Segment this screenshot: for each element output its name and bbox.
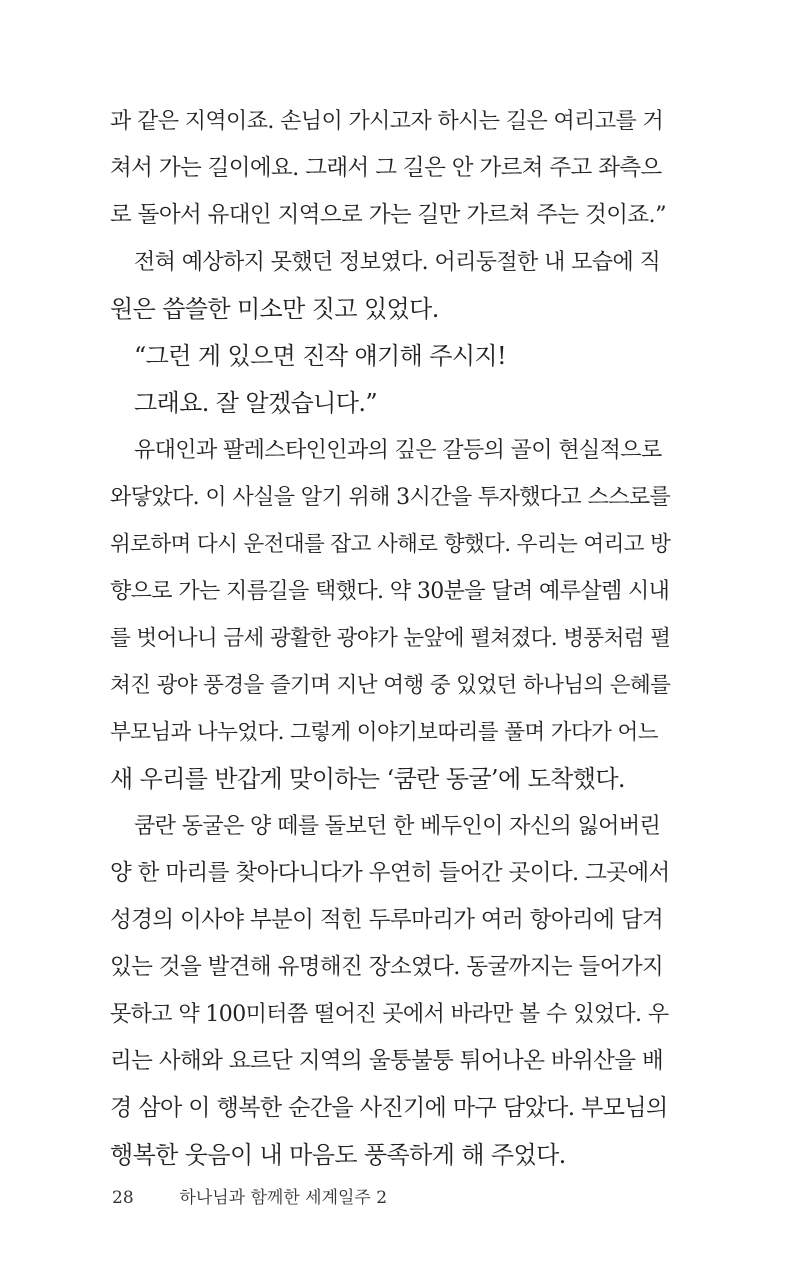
paragraph [110, 239, 670, 333]
paragraph [110, 427, 670, 803]
text-line: 유대인과 팔레스타인인과의 깊은 갈등의 골이 현실적으로 [134, 438, 662, 463]
text-line: 그래요. 잘 알겠습니다.” [134, 389, 378, 417]
text-line: 위로하며 다시 운전대를 잡고 사해로 향했다. 우리는 여리고 방 [110, 532, 671, 557]
text-line: 양 한 마리를 찾아다니다가 우연히 들어간 곳이다. 그곳에서 [110, 860, 670, 886]
page-footer [112, 1186, 387, 1210]
text-line: 새 우리를 반갑게 맞이하는 ‘쿰란 동굴’에 도착했다. [110, 765, 625, 793]
text-line: 성경의 이사야 부분이 적힌 두루마리가 여러 항아리에 담겨 [110, 907, 664, 933]
text-line: 못하고 약 100미터쯤 떨어진 곳에서 바라만 볼 수 있었다. 우 [110, 1002, 669, 1027]
text-line: 쳐진 광야 풍경을 즐기며 지난 여행 중 있었던 하나님의 은혜를 [110, 673, 671, 698]
body-text [110, 98, 670, 1179]
text-line: “그런 게 있으면 진작 얘기해 주시지! [134, 342, 507, 370]
paragraph [110, 803, 670, 1179]
text-line: 향으로 가는 지름길을 택했다. 약 30분을 달려 예루살렘 시내 [110, 579, 670, 604]
paragraph [110, 333, 670, 380]
text-line: 전혀 예상하지 못했던 정보였다. 어리둥절한 내 모습에 직 [134, 250, 661, 275]
paragraph [110, 98, 670, 239]
text-line: 과 같은 지역이죠. 손님이 가시고자 하시는 길은 여리고를 거 [110, 109, 664, 134]
text-line: 경 삼아 이 행복한 순간을 사진기에 마구 담았다. 부모님의 [110, 1095, 668, 1121]
text-line: 행복한 웃음이 내 마음도 풍족하게 해 주었다. [110, 1141, 566, 1169]
text-line: 로 돌아서 유대인 지역으로 가는 길만 가르쳐 주는 것이죠.” [110, 202, 666, 228]
text-line: 쳐서 가는 길이에요. 그래서 그 길은 안 가르쳐 주고 좌측으 [110, 155, 662, 181]
text-line: 쿰란 동굴은 양 떼를 돌보던 한 베두인이 자신의 잃어버린 [134, 814, 661, 839]
text-line: 를 벗어나니 금세 광활한 광야가 눈앞에 펼쳐졌다. 병풍처럼 펼 [110, 626, 671, 651]
text-line: 리는 사해와 요르단 지역의 울퉁불퉁 튀어나온 바위산을 배 [110, 1048, 664, 1074]
text-line: 있는 것을 발견해 유명해진 장소였다. 동굴까지는 들어가지 [110, 954, 664, 980]
running-title: 하나님과 함께한 세계일주 2 [179, 1188, 388, 1208]
paragraph [110, 380, 670, 427]
page-number: 28 [112, 1188, 134, 1208]
text-line: 부모님과 나누었다. 그렇게 이야기보따리를 풀며 가다가 어느 [110, 720, 658, 745]
text-line: 원은 씁쓸한 미소만 짓고 있었다. [110, 295, 439, 323]
text-line: 와닿았다. 이 사실을 알기 위해 3시간을 투자했다고 스스로를 [110, 485, 671, 510]
